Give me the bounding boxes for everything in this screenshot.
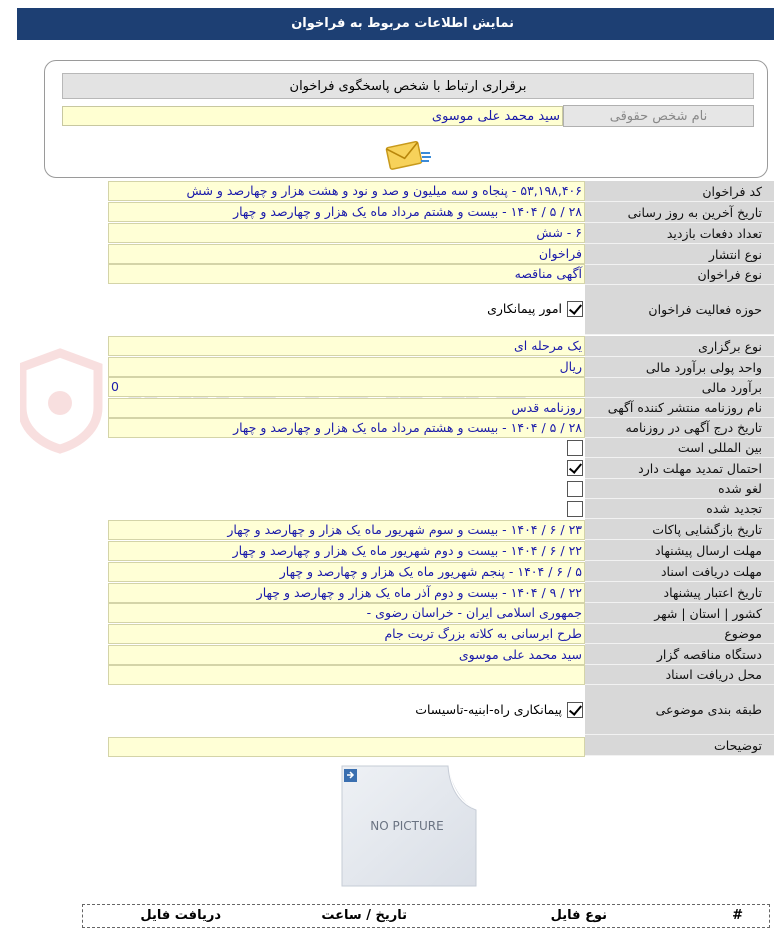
no-picture-image [338,764,478,888]
page-title: نمایش اطلاعات مربوط به فراخوان [291,16,514,31]
renewed-label: تجدید شده [585,499,774,519]
organizer-value: سید محمد علی موسوی [108,645,585,665]
currency-label: واحد پولی برآورد مالی [585,357,774,378]
financial-estimate-label: برآورد مالی [585,378,774,398]
extension-checkbox[interactable] [567,460,583,476]
envelope-icon[interactable] [384,138,432,172]
page-title-bar [17,8,774,40]
organizer-label: دستگاه مناقصه گزار [585,644,774,665]
renewed-checkbox[interactable] [567,501,583,517]
files-col-type: نوع فایل [550,908,607,923]
files-col-index: # [732,908,743,923]
category-checkbox[interactable] [567,702,583,718]
newspaper-date-label: تاریخ درج آگهی در روزنامه [585,418,774,438]
no-picture-text: NO PICTURE [370,819,444,833]
extension-label: احتمال تمدید مهلت دارد [585,458,774,479]
hold-type-label: نوع برگزاری [585,336,774,357]
files-col-download: دریافت فایل [140,908,221,923]
last-update-value: ۲۸ / ۵ / ۱۴۰۴ - بیست و هشتم مرداد ماه یک هزار و چهارصد و چهار [108,202,585,222]
notes-label: توضیحات [585,735,774,756]
legal-person-label: نام شخص حقوقی [563,105,754,127]
international-label: بین المللی است [585,438,774,458]
call-type-value: آگهی مناقصه [108,264,585,284]
newspaper-name-value: روزنامه قدس [108,398,585,418]
newspaper-name-label: نام روزنامه منتشر کننده آگهی [585,398,774,418]
call-code-value: ۵۳,۱۹۸,۴۰۶ - پنجاه و سه میلیون و صد و نود و هشت هزار و چهارصد و شش [108,181,585,201]
opening-date-label: تاریخ بازگشایی پاکات [585,519,774,540]
call-type-label: نوع فراخوان [585,265,774,285]
cancelled-checkbox[interactable] [567,481,583,497]
docs-place-value [108,665,585,685]
publish-type-label: نوع انتشار [585,244,774,265]
visits-count-label: تعداد دفعات بازدید [585,223,774,244]
submit-deadline-label: مهلت ارسال پیشنهاد [585,540,774,561]
activity-checkbox[interactable] [567,301,583,317]
opening-date-value: ۲۳ / ۶ / ۱۴۰۴ - بیست و سوم شهریور ماه یک هزار و چهارصد و چهار [108,520,585,540]
validity-date-value: ۲۲ / ۹ / ۱۴۰۴ - بیست و دوم آذر ماه یک هزار و چهارصد و چهار [108,583,585,603]
docs-deadline-label: مهلت دریافت اسناد [585,561,774,582]
validity-date-label: تاریخ اعتبار پیشنهاد [585,582,774,603]
category-label: طبقه بندی موضوعی [585,685,774,735]
files-table-header [82,904,770,928]
category-option-text: پیمانکاری راه-ابنیه-تاسیسات [415,702,562,717]
files-col-date: تاریخ / ساعت [321,908,407,923]
location-label: کشور | استان | شهر [585,603,774,624]
cancelled-label: لغو شده [585,479,774,499]
notes-value [108,737,585,757]
hold-type-value: یک مرحله ای [108,336,585,356]
newspaper-date-value: ۲۸ / ۵ / ۱۴۰۴ - بیست و هشتم مرداد ماه یک هزار و چهارصد و چهار [108,418,585,438]
visits-count-value: ۶ - شش [108,223,585,243]
financial-estimate-value: 0 [108,377,585,397]
docs-deadline-value: ۵ / ۶ / ۱۴۰۴ - پنجم شهریور ماه یک هزار و چهارصد و چهار [108,562,585,582]
contact-responder-button[interactable]: برقراری ارتباط با شخص پاسخگوی فراخوان [62,73,754,99]
subject-label: موضوع [585,624,774,644]
activity-option-text: امور پیمانکاری [487,301,562,316]
legal-person-value: سید محمد علی موسوی [62,106,563,126]
currency-value: ریال [108,357,585,377]
international-checkbox[interactable] [567,440,583,456]
call-code-label: کد فراخوان [585,181,774,202]
docs-place-label: محل دریافت اسناد [585,665,774,685]
activity-field-label: حوزه فعالیت فراخوان [585,285,774,335]
location-value: جمهوری اسلامی ایران - خراسان رضوی - [108,603,585,623]
publish-type-value: فراخوان [108,244,585,264]
last-update-label: تاریخ آخرین به روز رسانی [585,202,774,223]
subject-value: طرح ابرسانی به کلاته بزرگ تربت جام [108,624,585,644]
submit-deadline-value: ۲۲ / ۶ / ۱۴۰۴ - بیست و دوم شهریور ماه یک هزار و چهارصد و چهار [108,541,585,561]
